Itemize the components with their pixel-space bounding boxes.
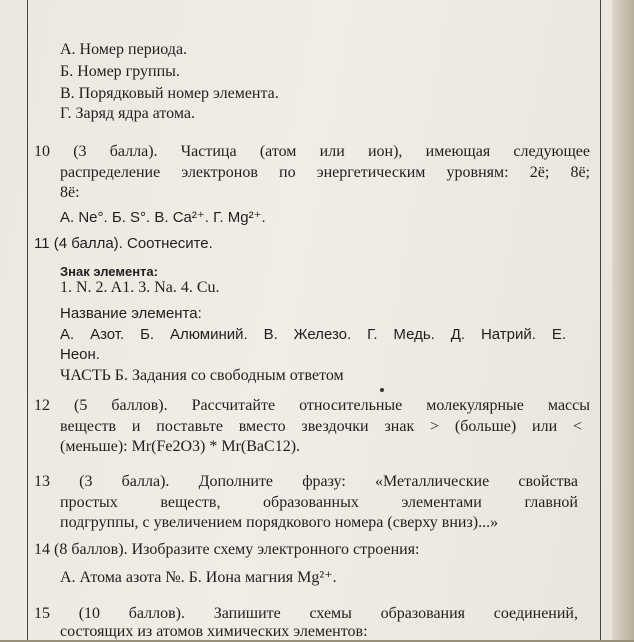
dot-mark (380, 388, 384, 392)
option-a: А. Номер периода. (60, 41, 188, 58)
q11-heading: 11 (4 балла). Соотнесите. (34, 235, 213, 252)
q11-name-label: Название элемента: (60, 305, 202, 322)
q12-line1: 12 (5 баллов). Рассчитайте относительные молекулярные массы (34, 397, 590, 414)
q11-names-line2: Неон. (60, 346, 100, 363)
q11-sign-label: Знак элемента: (60, 264, 158, 279)
q10-heading: 10 (3 балла). Частица (атом или ион), имеющая следующее (34, 143, 590, 160)
option-b: Б. Номер группы. (60, 63, 180, 80)
right-border-rule (600, 0, 601, 640)
part-b-heading: ЧАСТЬ Б. Задания со свободным ответом (60, 367, 344, 384)
option-g: Г. Заряд ядра атома. (60, 105, 195, 122)
q13-line2: простых веществ, образованных элементами главной (60, 494, 578, 511)
q15-line1: 15 (10 баллов). Запишите схемы образования соединений, (34, 605, 578, 622)
q14-heading: 14 (8 баллов). Изобразите схему электронного строения: (34, 541, 420, 558)
q10-line2: распределение электронов по энергетическим уровням: 2ё; 8ё; (60, 164, 590, 181)
q10-answers: А. Ne°. Б. S°. В. Ca²⁺. Г. Mg²⁺. (60, 209, 266, 226)
q11-names-line1: А. Азот. Б. Алюминий. В. Железо. Г. Медь. Д. Натрий. Е. (60, 326, 566, 343)
q13-line3: подгруппы, с увеличением порядкового номера (сверху вниз)...» (60, 514, 499, 531)
page-edge-shadow (612, 0, 634, 640)
q14-answers: А. Атома азота №. Б. Иона магния Mg²⁺. (60, 569, 337, 586)
q12-line2: веществ и поставьте вместо звездочки знак > (больше) или < (60, 418, 582, 435)
q12-line3: (меньше): Mr(Fe2O3) * Mr(BaC12). (60, 438, 301, 455)
q15-line2: состоящих из атомов химических элементов: (60, 623, 368, 640)
option-v: В. Порядковый номер элемента. (60, 85, 279, 102)
q10-line3: 8ё: (60, 184, 80, 201)
left-border-rule (27, 0, 28, 640)
q11-signs: 1. N. 2. A1. 3. Na. 4. Cu. (60, 279, 220, 296)
q13-line1: 13 (3 балла). Дополните фразу: «Металлические свойства (34, 473, 578, 490)
